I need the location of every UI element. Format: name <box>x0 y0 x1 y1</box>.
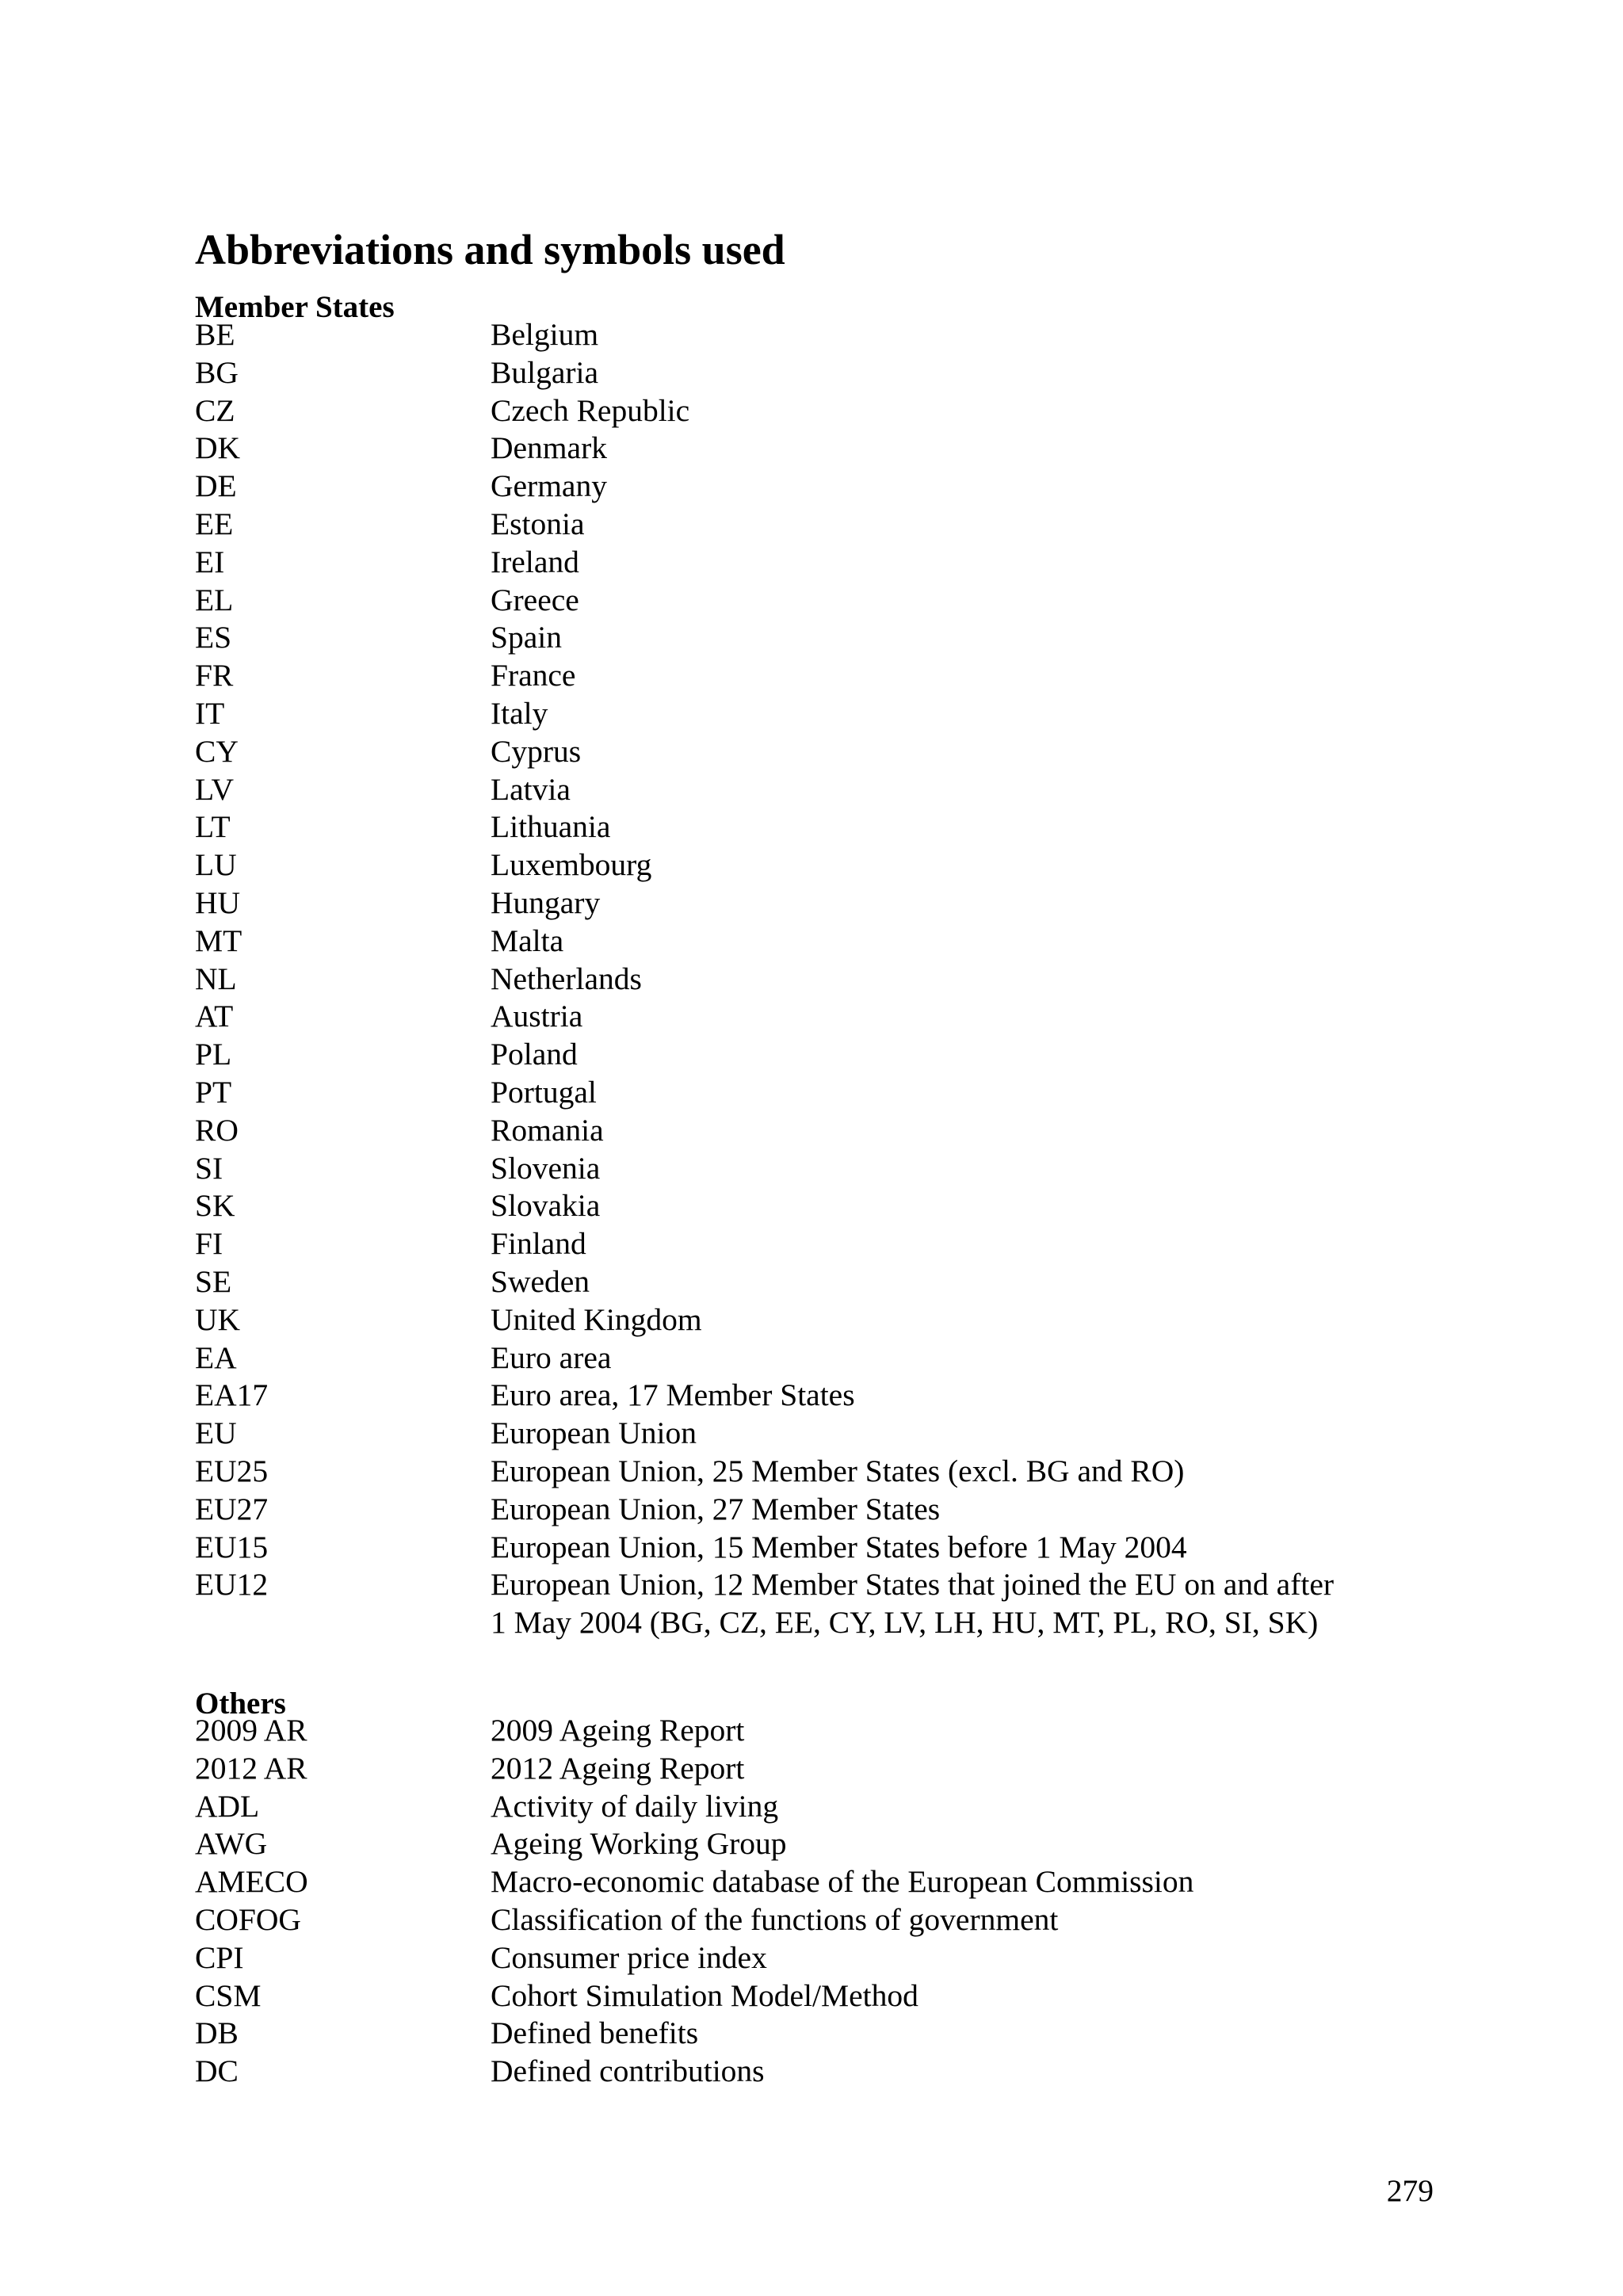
abbreviation-meaning: Ageing Working Group <box>491 1826 787 1862</box>
abbreviation-meaning: Estonia <box>491 506 585 541</box>
abbreviation-code: CZ <box>195 392 235 428</box>
abbreviation-row <box>195 1825 1431 1863</box>
abbreviation-code: SE <box>195 1263 232 1299</box>
abbreviation-code: AMECO <box>195 1864 308 1900</box>
abbreviation-code: 2012 AR <box>195 1750 307 1786</box>
others-list <box>195 1712 1431 2091</box>
abbreviation-row <box>195 657 1431 695</box>
page-number: 279 <box>1386 2173 1434 2208</box>
abbreviation-row <box>195 316 1431 354</box>
abbreviation-meaning: Euro area, 17 Member States <box>491 1377 855 1413</box>
abbreviation-row <box>195 1187 1431 1225</box>
abbreviation-row <box>195 506 1431 544</box>
abbreviation-meaning: Defined contributions <box>491 2053 765 2089</box>
abbreviation-code: AT <box>195 999 234 1034</box>
abbreviation-row <box>195 2053 1431 2091</box>
abbreviation-meaning: United Kingdom <box>491 1301 702 1337</box>
abbreviation-code: DE <box>195 468 237 504</box>
abbreviation-code: EA17 <box>195 1377 269 1413</box>
abbreviation-code: EU <box>195 1415 237 1451</box>
abbreviation-row <box>195 884 1431 923</box>
abbreviation-code: 2009 AR <box>195 1713 307 1748</box>
abbreviation-row <box>195 1301 1431 1339</box>
abbreviation-code: CSM <box>195 1977 262 2013</box>
abbreviation-code: LU <box>195 847 237 883</box>
abbreviation-meaning: Consumer price index <box>491 1939 767 1975</box>
abbreviation-meaning: Classification of the functions of government <box>491 1901 1059 1937</box>
abbreviation-row <box>195 1263 1431 1301</box>
abbreviation-code: PL <box>195 1037 232 1072</box>
abbreviation-row <box>195 1225 1431 1263</box>
abbreviation-row <box>195 1377 1431 1415</box>
abbreviation-row <box>195 923 1431 961</box>
abbreviation-code: UK <box>195 1301 241 1337</box>
abbreviation-row <box>195 1036 1431 1074</box>
abbreviation-meaning: European Union <box>491 1415 697 1451</box>
abbreviation-row <box>195 1712 1431 1750</box>
abbreviation-meaning: Cyprus <box>491 733 582 769</box>
abbreviation-meaning: Euro area <box>491 1339 612 1375</box>
section-heading-others: Others <box>195 1687 286 1721</box>
abbreviation-code: EI <box>195 544 225 579</box>
abbreviation-code: CPI <box>195 1939 244 1975</box>
abbreviation-code: LV <box>195 771 235 807</box>
abbreviation-meaning: Ireland <box>491 544 579 579</box>
abbreviation-row <box>195 1529 1431 1567</box>
abbreviation-row <box>195 1939 1431 1977</box>
abbreviation-meaning: Lithuania <box>491 809 611 845</box>
abbreviation-meaning: Netherlands <box>491 961 642 996</box>
abbreviation-code: PT <box>195 1074 232 1110</box>
abbreviation-code: EU12 <box>195 1567 269 1603</box>
abbreviation-code: HU <box>195 884 241 920</box>
abbreviation-meaning: Austria <box>491 999 583 1034</box>
abbreviation-row <box>195 1074 1431 1112</box>
abbreviation-row <box>195 1901 1431 1939</box>
abbreviation-row <box>195 2015 1431 2053</box>
abbreviation-code: DK <box>195 430 241 466</box>
abbreviation-meaning: Greece <box>491 582 579 617</box>
page-title: Abbreviations and symbols used <box>195 226 785 274</box>
abbreviation-meaning: Romania <box>491 1112 604 1148</box>
abbreviation-meaning: Portugal <box>491 1074 597 1110</box>
abbreviation-code: EE <box>195 506 234 541</box>
member-states-list <box>195 316 1431 1642</box>
abbreviation-code: IT <box>195 695 225 731</box>
abbreviation-meaning: European Union, 15 Member States before 1 May 2004 <box>491 1529 1187 1564</box>
abbreviation-code: LT <box>195 809 231 845</box>
abbreviation-code: ADL <box>195 1788 260 1824</box>
abbreviation-code: ES <box>195 620 232 655</box>
abbreviation-meaning: Spain <box>491 620 562 655</box>
abbreviation-code: FR <box>195 658 234 693</box>
abbreviation-meaning: 2009 Ageing Report <box>491 1713 745 1748</box>
abbreviation-row <box>195 1150 1431 1188</box>
abbreviation-row <box>195 468 1431 506</box>
abbreviation-row <box>195 846 1431 884</box>
abbreviation-meaning: Defined benefits <box>491 2015 699 2051</box>
abbreviation-row <box>195 961 1431 999</box>
abbreviation-meaning: Slovakia <box>491 1188 601 1224</box>
abbreviation-row <box>195 771 1431 809</box>
abbreviation-row <box>195 998 1431 1036</box>
abbreviation-code: COFOG <box>195 1901 301 1937</box>
abbreviation-meaning: European Union, 12 Member States that joined the EU on and after 1 May 2004 (BG, CZ, EE, CY, LV, LH, HU, MT, PL, RO, SI, SK) <box>491 1567 1335 1641</box>
abbreviation-code: AWG <box>195 1826 268 1862</box>
abbreviation-code: BE <box>195 317 235 352</box>
abbreviation-row <box>195 544 1431 582</box>
abbreviation-meaning: Luxembourg <box>491 847 652 883</box>
abbreviation-row <box>195 1863 1431 1901</box>
abbreviation-row <box>195 619 1431 657</box>
abbreviation-row <box>195 1453 1431 1491</box>
abbreviation-code: EA <box>195 1339 237 1375</box>
abbreviation-meaning: Slovenia <box>491 1150 601 1186</box>
abbreviation-row <box>195 1750 1431 1788</box>
abbreviation-meaning: Activity of daily living <box>491 1788 779 1824</box>
abbreviation-row <box>195 392 1431 430</box>
abbreviation-meaning: European Union, 27 Member States <box>491 1491 941 1526</box>
abbreviation-code: EU27 <box>195 1491 269 1526</box>
abbreviation-code: DC <box>195 2053 239 2089</box>
abbreviation-code: EU15 <box>195 1529 269 1564</box>
abbreviation-code: RO <box>195 1112 239 1148</box>
abbreviation-meaning: France <box>491 658 576 693</box>
abbreviation-meaning: Sweden <box>491 1263 590 1299</box>
abbreviation-meaning: 2012 Ageing Report <box>491 1750 745 1786</box>
abbreviation-meaning: Malta <box>491 923 564 958</box>
abbreviation-row <box>195 733 1431 771</box>
abbreviation-row <box>195 1566 1431 1642</box>
abbreviation-meaning: Finland <box>491 1226 586 1262</box>
abbreviation-code: FI <box>195 1226 223 1262</box>
abbreviation-row <box>195 354 1431 392</box>
abbreviation-meaning: Belgium <box>491 317 599 352</box>
abbreviation-meaning: Hungary <box>491 884 601 920</box>
abbreviation-code: MT <box>195 923 242 958</box>
abbreviation-row <box>195 1491 1431 1529</box>
abbreviation-row <box>195 1415 1431 1453</box>
abbreviation-row <box>195 1788 1431 1826</box>
abbreviation-meaning: Latvia <box>491 771 571 807</box>
abbreviation-row <box>195 430 1431 468</box>
abbreviation-code: CY <box>195 733 239 769</box>
abbreviation-meaning: Macro-economic database of the European Commission <box>491 1864 1194 1900</box>
abbreviation-row <box>195 1339 1431 1377</box>
abbreviation-meaning: European Union, 25 Member States (excl. BG and RO) <box>491 1453 1185 1488</box>
abbreviation-code: BG <box>195 354 239 390</box>
abbreviation-code: EL <box>195 582 234 617</box>
abbreviation-code: SK <box>195 1188 235 1224</box>
abbreviation-code: EU25 <box>195 1453 269 1488</box>
abbreviation-meaning: Germany <box>491 468 607 504</box>
abbreviation-meaning: Poland <box>491 1037 578 1072</box>
abbreviation-meaning: Italy <box>491 695 548 731</box>
section-heading-member-states: Member States <box>195 290 395 325</box>
abbreviation-row <box>195 695 1431 733</box>
abbreviation-row <box>195 1977 1431 2015</box>
abbreviation-meaning: Denmark <box>491 430 607 466</box>
abbreviation-meaning: Bulgaria <box>491 354 599 390</box>
abbreviation-meaning: Czech Republic <box>491 392 690 428</box>
abbreviation-row <box>195 808 1431 846</box>
abbreviation-meaning: Cohort Simulation Model/Method <box>491 1977 918 2013</box>
abbreviation-row <box>195 582 1431 620</box>
abbreviation-row <box>195 1112 1431 1150</box>
abbreviation-code: NL <box>195 961 237 996</box>
abbreviation-code: DB <box>195 2015 239 2051</box>
abbreviation-code: SI <box>195 1150 223 1186</box>
